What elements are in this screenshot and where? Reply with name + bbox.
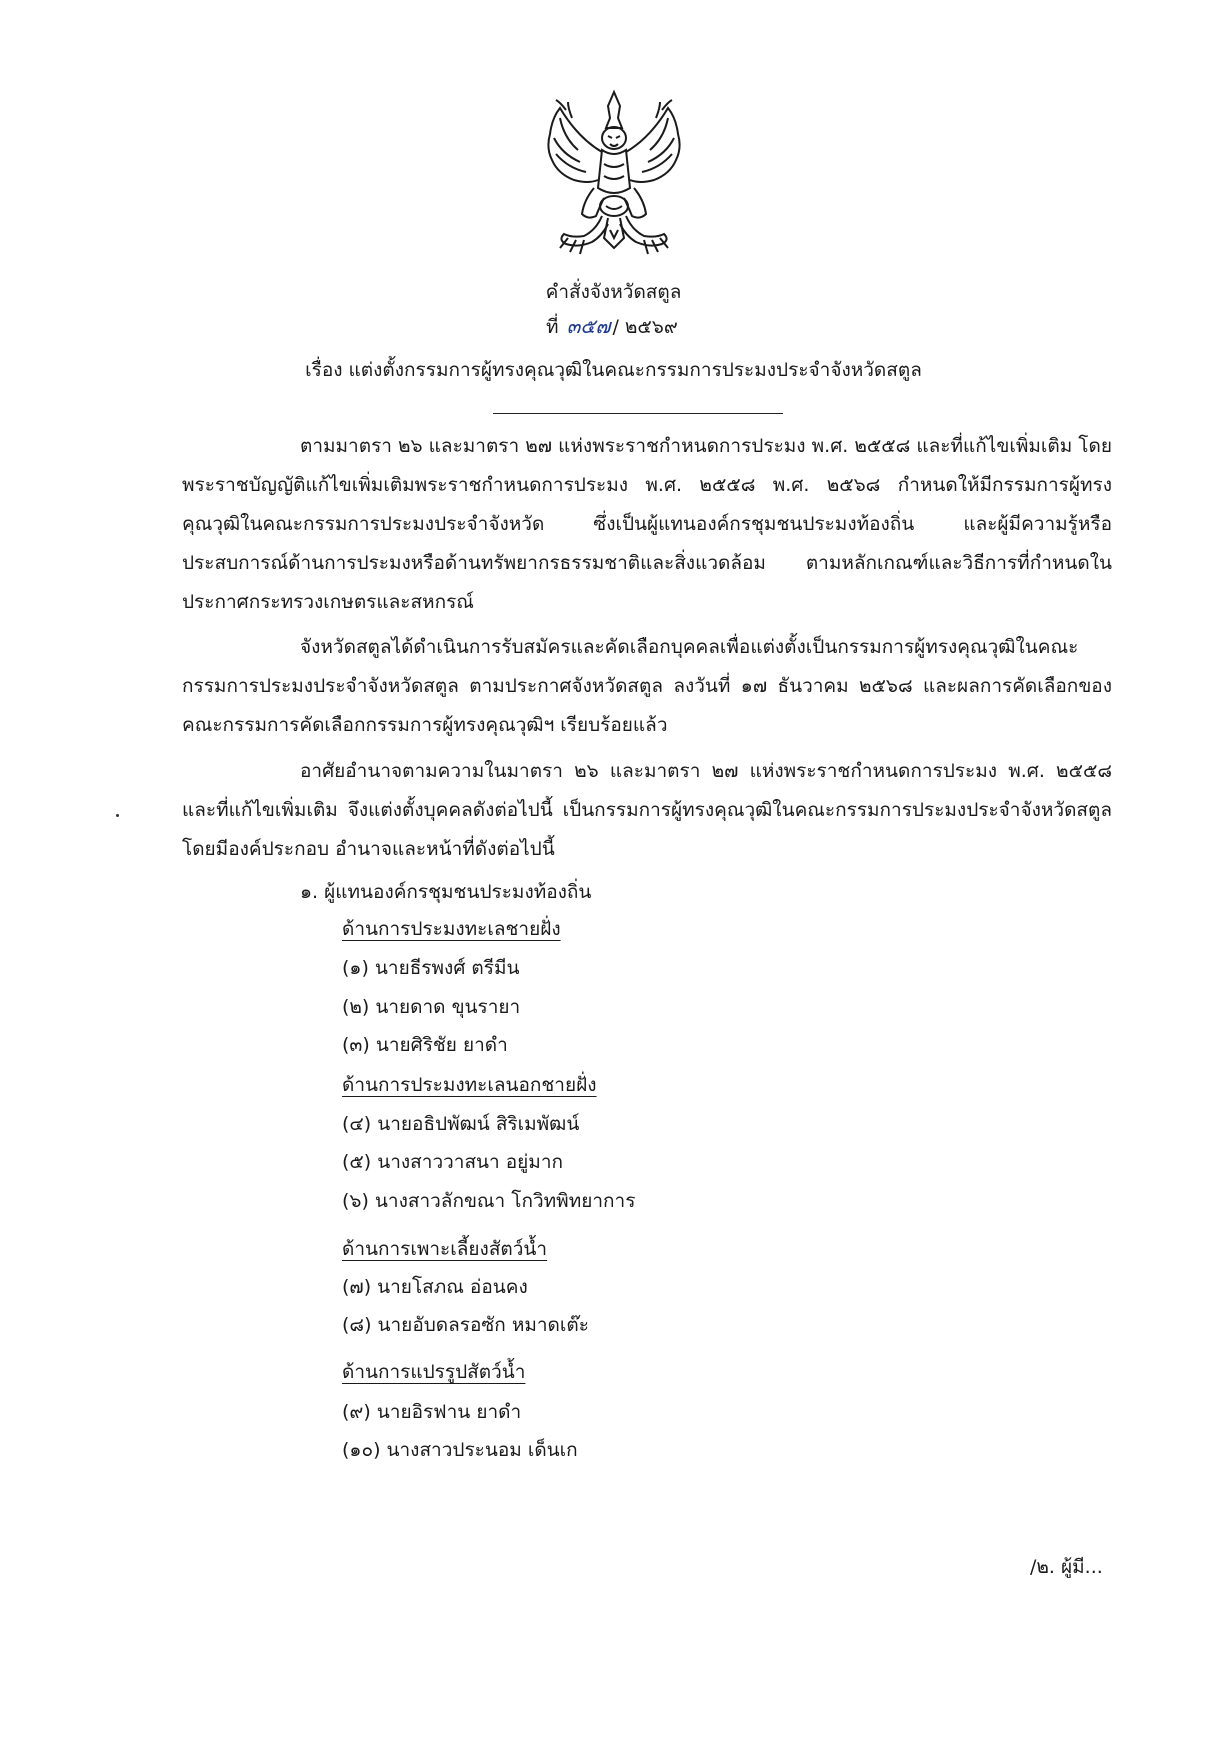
document-subject: เรื่อง แต่งตั้งกรรมการผู้ทรงคุณวุฒิในคณะกรรมการประมงประจำจังหวัดสตูล xyxy=(305,359,922,381)
paragraph-1: ตามมาตรา ๒๖ และมาตรา ๒๗ แห่งพระราชกำหนดการประมง พ.ศ. ๒๕๕๘ และที่แก้ไขเพิ่มเติม โดยพระราชบัญญัติแก้ไขเพิ่มเติมพระราชกำหนดการประมง พ.ศ. ๒๕๕๘ พ.ศ. ๒๕๖๘ กำหนดให้มีกรรมการผู้ทรงคุณวุฒิในคณะกรรมการประมงประจำจังหวัด ซึ่งเป็นผู้แทนองค์กรชุมชนประมงท้องถิ่น และผู้มีความรู้หรือประสบการณ์ด้านการประมงหรือด้านทรัพยากรธรรมชาติและสิ่งแวดล้อม ตามหลักเกณฑ์และวิธีการที่กำหนดในประกาศกระทรวงเกษตรและสหกรณ์ xyxy=(182,435,1112,613)
group-heading-coastal: ด้านการประมงทะเลชายฝั่ง xyxy=(342,918,561,940)
order-number-handwritten: ๓๕๗ xyxy=(566,314,611,338)
member-item: (๖) นางสาวลักขณา โกวิทพิทยาการ xyxy=(342,1190,636,1212)
member-item: (๘) นายอับดลรอซัก หมาดเต๊ะ xyxy=(342,1314,589,1336)
order-number-line xyxy=(546,312,678,341)
member-item: (๒) นายดาด ขุนรายา xyxy=(342,996,521,1018)
title-divider xyxy=(493,413,783,414)
paragraph-3: อาศัยอำนาจตามความในมาตรา ๒๖ และมาตรา ๒๗ แห่งพระราชกำหนดการประมง พ.ศ. ๒๕๕๘ และที่แก้ไขเพิ่มเติม จึงแต่งตั้งบุคคลดังต่อไปนี้ เป็นกรรมการผู้ทรงคุณวุฒิในคณะกรรมการประมงประจำจังหวัดสตูล โดยมีองค์ประกอบ อำนาจและหน้าที่ดังต่อไปนี้ xyxy=(182,760,1112,860)
page-continuation: /๒. ผู้มี... xyxy=(1030,1556,1103,1578)
member-item: (๗) นายโสภณ อ่อนคง xyxy=(342,1276,528,1298)
member-item: (๕) นางสาววาสนา อยู่มาก xyxy=(342,1151,563,1173)
document-title: คำสั่งจังหวัดสตูล xyxy=(545,281,682,303)
member-item: (๑) นายธีรพงศ์ ตรีมีน xyxy=(342,957,520,979)
group-heading-aquaculture: ด้านการเพาะเลี้ยงสัตว์น้ำ xyxy=(342,1238,548,1260)
garuda-emblem-icon xyxy=(538,88,690,258)
member-item: (๙) นายอิรฟาน ยาดำ xyxy=(342,1401,522,1423)
order-prefix: ที่ xyxy=(546,316,559,338)
group-heading-processing: ด้านการแปรรูปสัตว์น้ำ xyxy=(342,1361,526,1383)
section-1-title: ๑. ผู้แทนองค์กรชุมชนประมงท้องถิ่น xyxy=(300,881,592,903)
member-item: (๔) นายอธิปพัฒน์ สิริเมพัฒน์ xyxy=(342,1113,580,1135)
paragraph-2: จังหวัดสตูลได้ดำเนินการรับสมัครและคัดเลือกบุคคลเพื่อแต่งตั้งเป็นกรรมการผู้ทรงคุณวุฒิในคณะกรรมการประมงประจำจังหวัดสตูล ตามประกาศจังหวัดสตูล ลงวันที่ ๑๗ ธันวาคม ๒๕๖๘ และผลการคัดเลือกของคณะกรรมการคัดเลือกกรรมการผู้ทรงคุณวุฒิฯ เรียบร้อยแล้ว xyxy=(182,636,1112,736)
scan-speck xyxy=(116,814,119,817)
group-heading-offshore: ด้านการประมงทะเลนอกชายฝั่ง xyxy=(342,1074,597,1096)
member-item: (๓) นายศิริชัย ยาดำ xyxy=(342,1034,508,1056)
order-year: / ๒๕๖๙ xyxy=(612,316,678,338)
member-item: (๑๐) นางสาวประนอม เด็นเก xyxy=(342,1439,578,1461)
